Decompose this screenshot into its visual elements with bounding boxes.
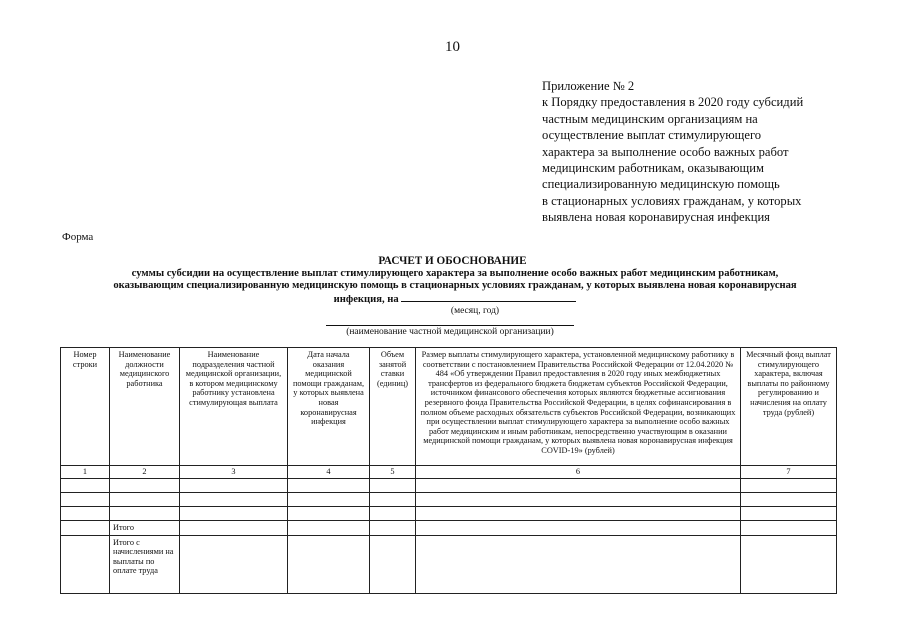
header-cell: Объем занятой ставки (единиц) [370, 348, 416, 466]
table-cell[interactable] [180, 535, 288, 593]
page-number: 10 [445, 39, 460, 55]
table-cell[interactable] [288, 493, 370, 507]
table-cell[interactable] [180, 479, 288, 493]
form-label: Форма [62, 231, 94, 243]
table-cell[interactable] [110, 493, 180, 507]
document-title: РАСЧЕТ И ОБОСНОВАНИЕ [378, 255, 527, 267]
table-row-total[interactable] [61, 521, 837, 536]
table-row-empty[interactable] [61, 507, 837, 521]
table-cell[interactable] [110, 507, 180, 521]
table-cell[interactable] [61, 507, 110, 521]
table-cell[interactable] [416, 479, 741, 493]
table-cell[interactable] [416, 493, 741, 507]
column-number: 7 [741, 466, 837, 479]
table-cell[interactable] [416, 507, 741, 521]
column-number: 2 [110, 466, 180, 479]
table-cell[interactable] [416, 521, 741, 536]
table-header-row [61, 348, 837, 466]
column-number: 6 [416, 466, 741, 479]
table-cell[interactable] [741, 479, 837, 493]
table-cell[interactable] [180, 493, 288, 507]
table-cell[interactable] [370, 521, 416, 536]
calculation-table [60, 347, 837, 594]
subtitle-line-text: инфекция, на [333, 293, 399, 305]
table-cell[interactable] [288, 535, 370, 593]
table-cell[interactable] [370, 493, 416, 507]
period-hint: (месяц, год) [450, 306, 500, 316]
table-cell[interactable] [741, 493, 837, 507]
column-number-row [61, 466, 837, 479]
subtitle-line-period [55, 293, 855, 306]
header-cell: Номер строки [61, 348, 110, 466]
column-number: 1 [61, 466, 110, 479]
appendix-line: частным медицинским организациям на [542, 111, 758, 126]
column-number: 4 [288, 466, 370, 479]
table-cell[interactable] [370, 535, 416, 593]
subtitle-line: суммы субсидии на осуществление выплат стимулирующего характера за выполнение особо важных работ медицинским работникам, [131, 268, 779, 279]
table-cell[interactable] [741, 507, 837, 521]
column-number: 3 [180, 466, 288, 479]
appendix-line: в стационарных условиях гражданам, у которых [542, 193, 802, 208]
table-row-total-with-accruals[interactable] [61, 535, 837, 593]
table-cell[interactable] [61, 479, 110, 493]
appendix-line: осуществление выплат стимулирующего [542, 128, 762, 143]
appendix-note [542, 78, 887, 226]
table-cell[interactable] [180, 507, 288, 521]
organization-hint: (наименование частной медицинской организации) [346, 327, 554, 337]
header-cell: Наименование должности медицинского работника [110, 348, 180, 466]
table-cell[interactable] [61, 521, 110, 536]
total-with-accruals-label: Итого с начислениями на выплаты по оплате труда [110, 535, 180, 593]
table-row-empty[interactable] [61, 493, 837, 507]
table-cell[interactable] [61, 535, 110, 593]
appendix-line: характера за выполнение особо важных работ [542, 144, 789, 159]
header-cell: Дата начала оказания медицинской помощи гражданам, у которых выявлена новая коронавирусная инфекция [288, 348, 370, 466]
table-cell[interactable] [288, 507, 370, 521]
table-cell[interactable] [61, 493, 110, 507]
header-cell: Наименование подразделения частной медицинской организации, в котором медицинскому работнику установлена стимулирующая выплата [180, 348, 288, 466]
document-subtitle [55, 268, 855, 306]
table-cell[interactable] [110, 479, 180, 493]
table-cell[interactable] [741, 521, 837, 536]
appendix-line: специализированную медицинскую помощь [542, 177, 780, 192]
table-cell[interactable] [180, 521, 288, 536]
organization-blank-field[interactable] [326, 325, 574, 326]
appendix-line: Приложение № 2 [542, 79, 635, 93]
header-cell: Месячный фонд выплат стимулирующего характера, включая выплаты по районному регулированию и начисления на оплату труда (рублей) [741, 348, 837, 466]
appendix-line: медицинским работникам, оказывающим [542, 161, 764, 176]
total-label: Итого [110, 521, 180, 536]
appendix-line: к Порядку предоставления в 2020 году субсидий [542, 95, 804, 110]
appendix-line: выявлена новая коронавирусная инфекция [542, 210, 770, 225]
header-cell: Размер выплаты стимулирующего характера, установленной медицинскому работнику в соответствии с постановлением Правительства Российской Федерации от 12.04.2020 № 484 «Об утверждении Правил предоставления в 2020 году иных межбюджетных трансфертов из федерального бюджета бюджетам субъектов Российской Федерации, источником финансового обеспечения которых являются бюджетные ассигнования резервного фонда Правительства Российской Федерации, в целях софинансирования в полном объеме расходных обязательств субъектов Российской Федерации, возникающих при осуществлении выплат стимулирующего характера за выполнение особо важных работ медицинским и иным работникам, непосредственно участвующим в оказании медицинской помощи гражданам, у которых выявлена новая коронавирусная инфекция COVID-19» (рублей) [416, 348, 741, 466]
table-cell[interactable] [370, 479, 416, 493]
table-row-empty[interactable] [61, 479, 837, 493]
period-blank-field[interactable] [401, 293, 576, 302]
column-number: 5 [370, 466, 416, 479]
table-cell[interactable] [416, 535, 741, 593]
table-cell[interactable] [741, 535, 837, 593]
table-cell[interactable] [288, 479, 370, 493]
subtitle-line: оказывающим специализированную медицинскую помощь в стационарных условиях гражданам, у которых выявлена новая коронавирусная [113, 280, 797, 292]
table-cell[interactable] [370, 507, 416, 521]
table-cell[interactable] [288, 521, 370, 536]
